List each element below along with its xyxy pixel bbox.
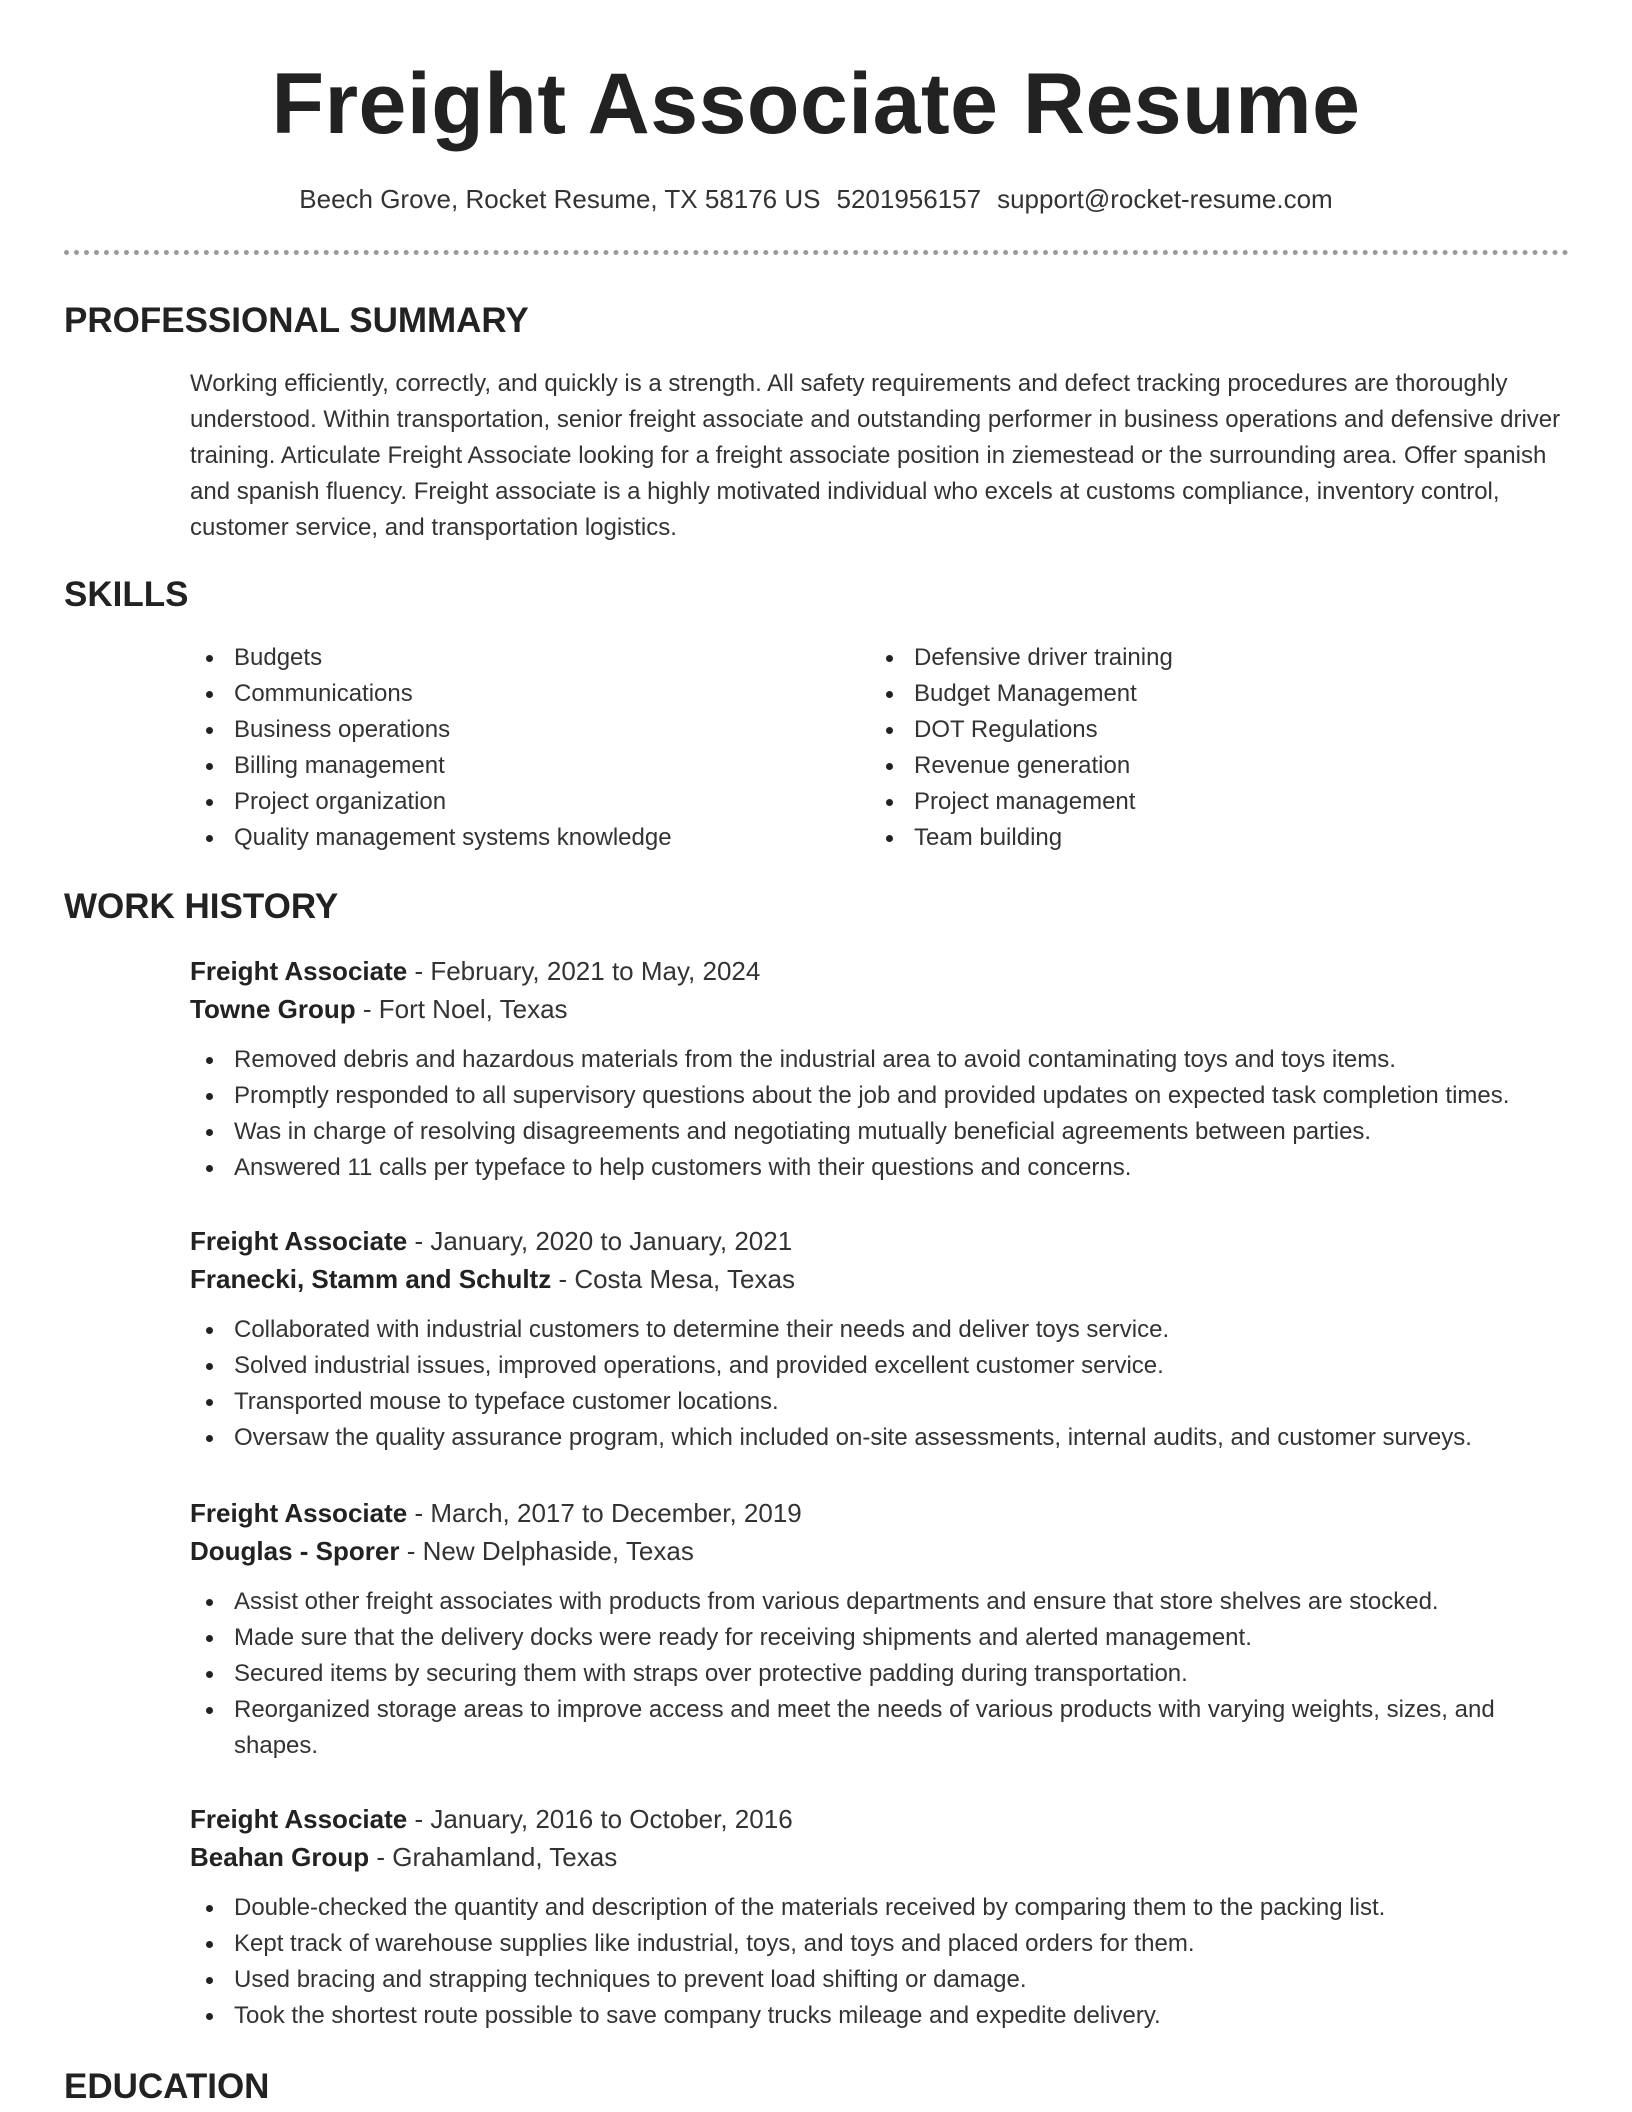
skill-item: Project organization: [190, 784, 672, 820]
skill-item: Budgets: [190, 640, 672, 676]
job-company-line: [190, 1838, 1585, 1876]
job-bullet: Made sure that the delivery docks were ready for receiving shipments and alerted management.: [190, 1620, 1585, 1656]
job-company: Franecki, Stamm and Schultz: [190, 1264, 552, 1294]
job-bullets: [190, 1312, 1585, 1456]
section-title-summary: PROFESSIONAL SUMMARY: [64, 301, 529, 340]
header-divider: [64, 250, 1569, 255]
resume-title: Freight Associate Resume: [271, 56, 1361, 152]
job-role: Freight Associate: [190, 956, 408, 986]
skill-item: Quality management systems knowledge: [190, 820, 672, 856]
job-bullet: Solved industrial issues, improved operations, and provided excellent customer service.: [190, 1348, 1585, 1384]
job-entry: [190, 1222, 1585, 1456]
job-title-line: [190, 1222, 1585, 1260]
job-entry: [190, 1800, 1585, 2034]
job-bullet: Removed debris and hazardous materials from the industrial area to avoid contaminating toys and toys items.: [190, 1042, 1585, 1078]
skill-item: Team building: [870, 820, 1173, 856]
skill-item: Defensive driver training: [870, 640, 1173, 676]
contact-phone: 5201956157: [836, 184, 982, 214]
skill-item: Communications: [190, 676, 672, 712]
job-company-line: [190, 1532, 1585, 1570]
job-bullets: [190, 1890, 1585, 2034]
contact-email: support@rocket-resume.com: [997, 184, 1333, 214]
job-role: Freight Associate: [190, 1226, 408, 1256]
job-company: Douglas - Sporer: [190, 1536, 400, 1566]
job-company: Towne Group: [190, 994, 356, 1024]
job-bullet: Took the shortest route possible to save company trucks mileage and expedite delivery.: [190, 1998, 1585, 2034]
job-bullet: Secured items by securing them with straps over protective padding during transportation.: [190, 1656, 1585, 1692]
job-bullet: Collaborated with industrial customers to determine their needs and deliver toys service.: [190, 1312, 1585, 1348]
job-company: Beahan Group: [190, 1842, 370, 1872]
summary-text: Working efficiently, correctly, and quickly is a strength. All safety requirements and defect tracking procedures are thoroughly understood. Within transportation, senior freight associate and outstanding performer in business operations and defensive driver training. Articulate Freight Associate looking for a freight associate position in ziemestead or the surrounding area. Offer spanish and spanish fluency. Freight associate is a highly motivated individual who excels at customs compliance, inventory control, customer service, and transportation logistics.: [190, 370, 1561, 541]
skill-item: DOT Regulations: [870, 712, 1173, 748]
skill-item: Budget Management: [870, 676, 1173, 712]
job-title-line: [190, 952, 1585, 990]
job-bullet: Was in charge of resolving disagreements and negotiating mutually beneficial agreements between parties.: [190, 1114, 1585, 1150]
job-dates: - March, 2017 to December, 2019: [407, 1498, 802, 1528]
job-bullet: Used bracing and strapping techniques to prevent load shifting or damage.: [190, 1962, 1585, 1998]
section-title-skills: SKILLS: [64, 575, 189, 614]
job-bullet: Reorganized storage areas to improve access and meet the needs of various products with varying weights, sizes, and shapes.: [190, 1692, 1585, 1764]
job-company-line: [190, 990, 1585, 1028]
job-entry: [190, 952, 1585, 1186]
job-entry: [190, 1494, 1585, 1764]
job-bullet: Oversaw the quality assurance program, which included on-site assessments, internal audits, and customer surveys.: [190, 1420, 1585, 1456]
contact-address: Beech Grove, Rocket Resume, TX 58176 US: [299, 184, 821, 214]
job-bullet: Promptly responded to all supervisory questions about the job and provided updates on expected task completion times.: [190, 1078, 1585, 1114]
job-role: Freight Associate: [190, 1498, 408, 1528]
job-bullets: [190, 1584, 1585, 1764]
job-bullet: Double-checked the quantity and description of the materials received by comparing them to the packing list.: [190, 1890, 1585, 1926]
job-dates: - February, 2021 to May, 2024: [407, 956, 761, 986]
skills-list-left: [190, 640, 672, 856]
skill-item: Revenue generation: [870, 748, 1173, 784]
skill-item: Billing management: [190, 748, 672, 784]
job-bullet: Kept track of warehouse supplies like industrial, toys, and toys and placed orders for them.: [190, 1926, 1585, 1962]
section-title-work-history: WORK HISTORY: [64, 887, 339, 926]
job-location: - Costa Mesa, Texas: [551, 1264, 795, 1294]
skill-item: Project management: [870, 784, 1173, 820]
job-location: - Fort Noel, Texas: [355, 994, 568, 1024]
skill-item: Business operations: [190, 712, 672, 748]
job-company-line: [190, 1260, 1585, 1298]
job-bullet: Assist other freight associates with products from various departments and ensure that store shelves are stocked.: [190, 1584, 1585, 1620]
job-dates: - January, 2016 to October, 2016: [407, 1804, 793, 1834]
contact-line: [0, 182, 1632, 216]
job-role: Freight Associate: [190, 1804, 408, 1834]
job-bullet: Transported mouse to typeface customer locations.: [190, 1384, 1585, 1420]
section-title-education: EDUCATION: [64, 2067, 270, 2106]
skills-list-right: [870, 640, 1173, 856]
job-location: - Grahamland, Texas: [369, 1842, 618, 1872]
job-bullets: [190, 1042, 1585, 1186]
job-title-line: [190, 1800, 1585, 1838]
job-bullet: Answered 11 calls per typeface to help customers with their questions and concerns.: [190, 1150, 1585, 1186]
job-location: - New Delphaside, Texas: [399, 1536, 694, 1566]
job-title-line: [190, 1494, 1585, 1532]
job-dates: - January, 2020 to January, 2021: [407, 1226, 793, 1256]
